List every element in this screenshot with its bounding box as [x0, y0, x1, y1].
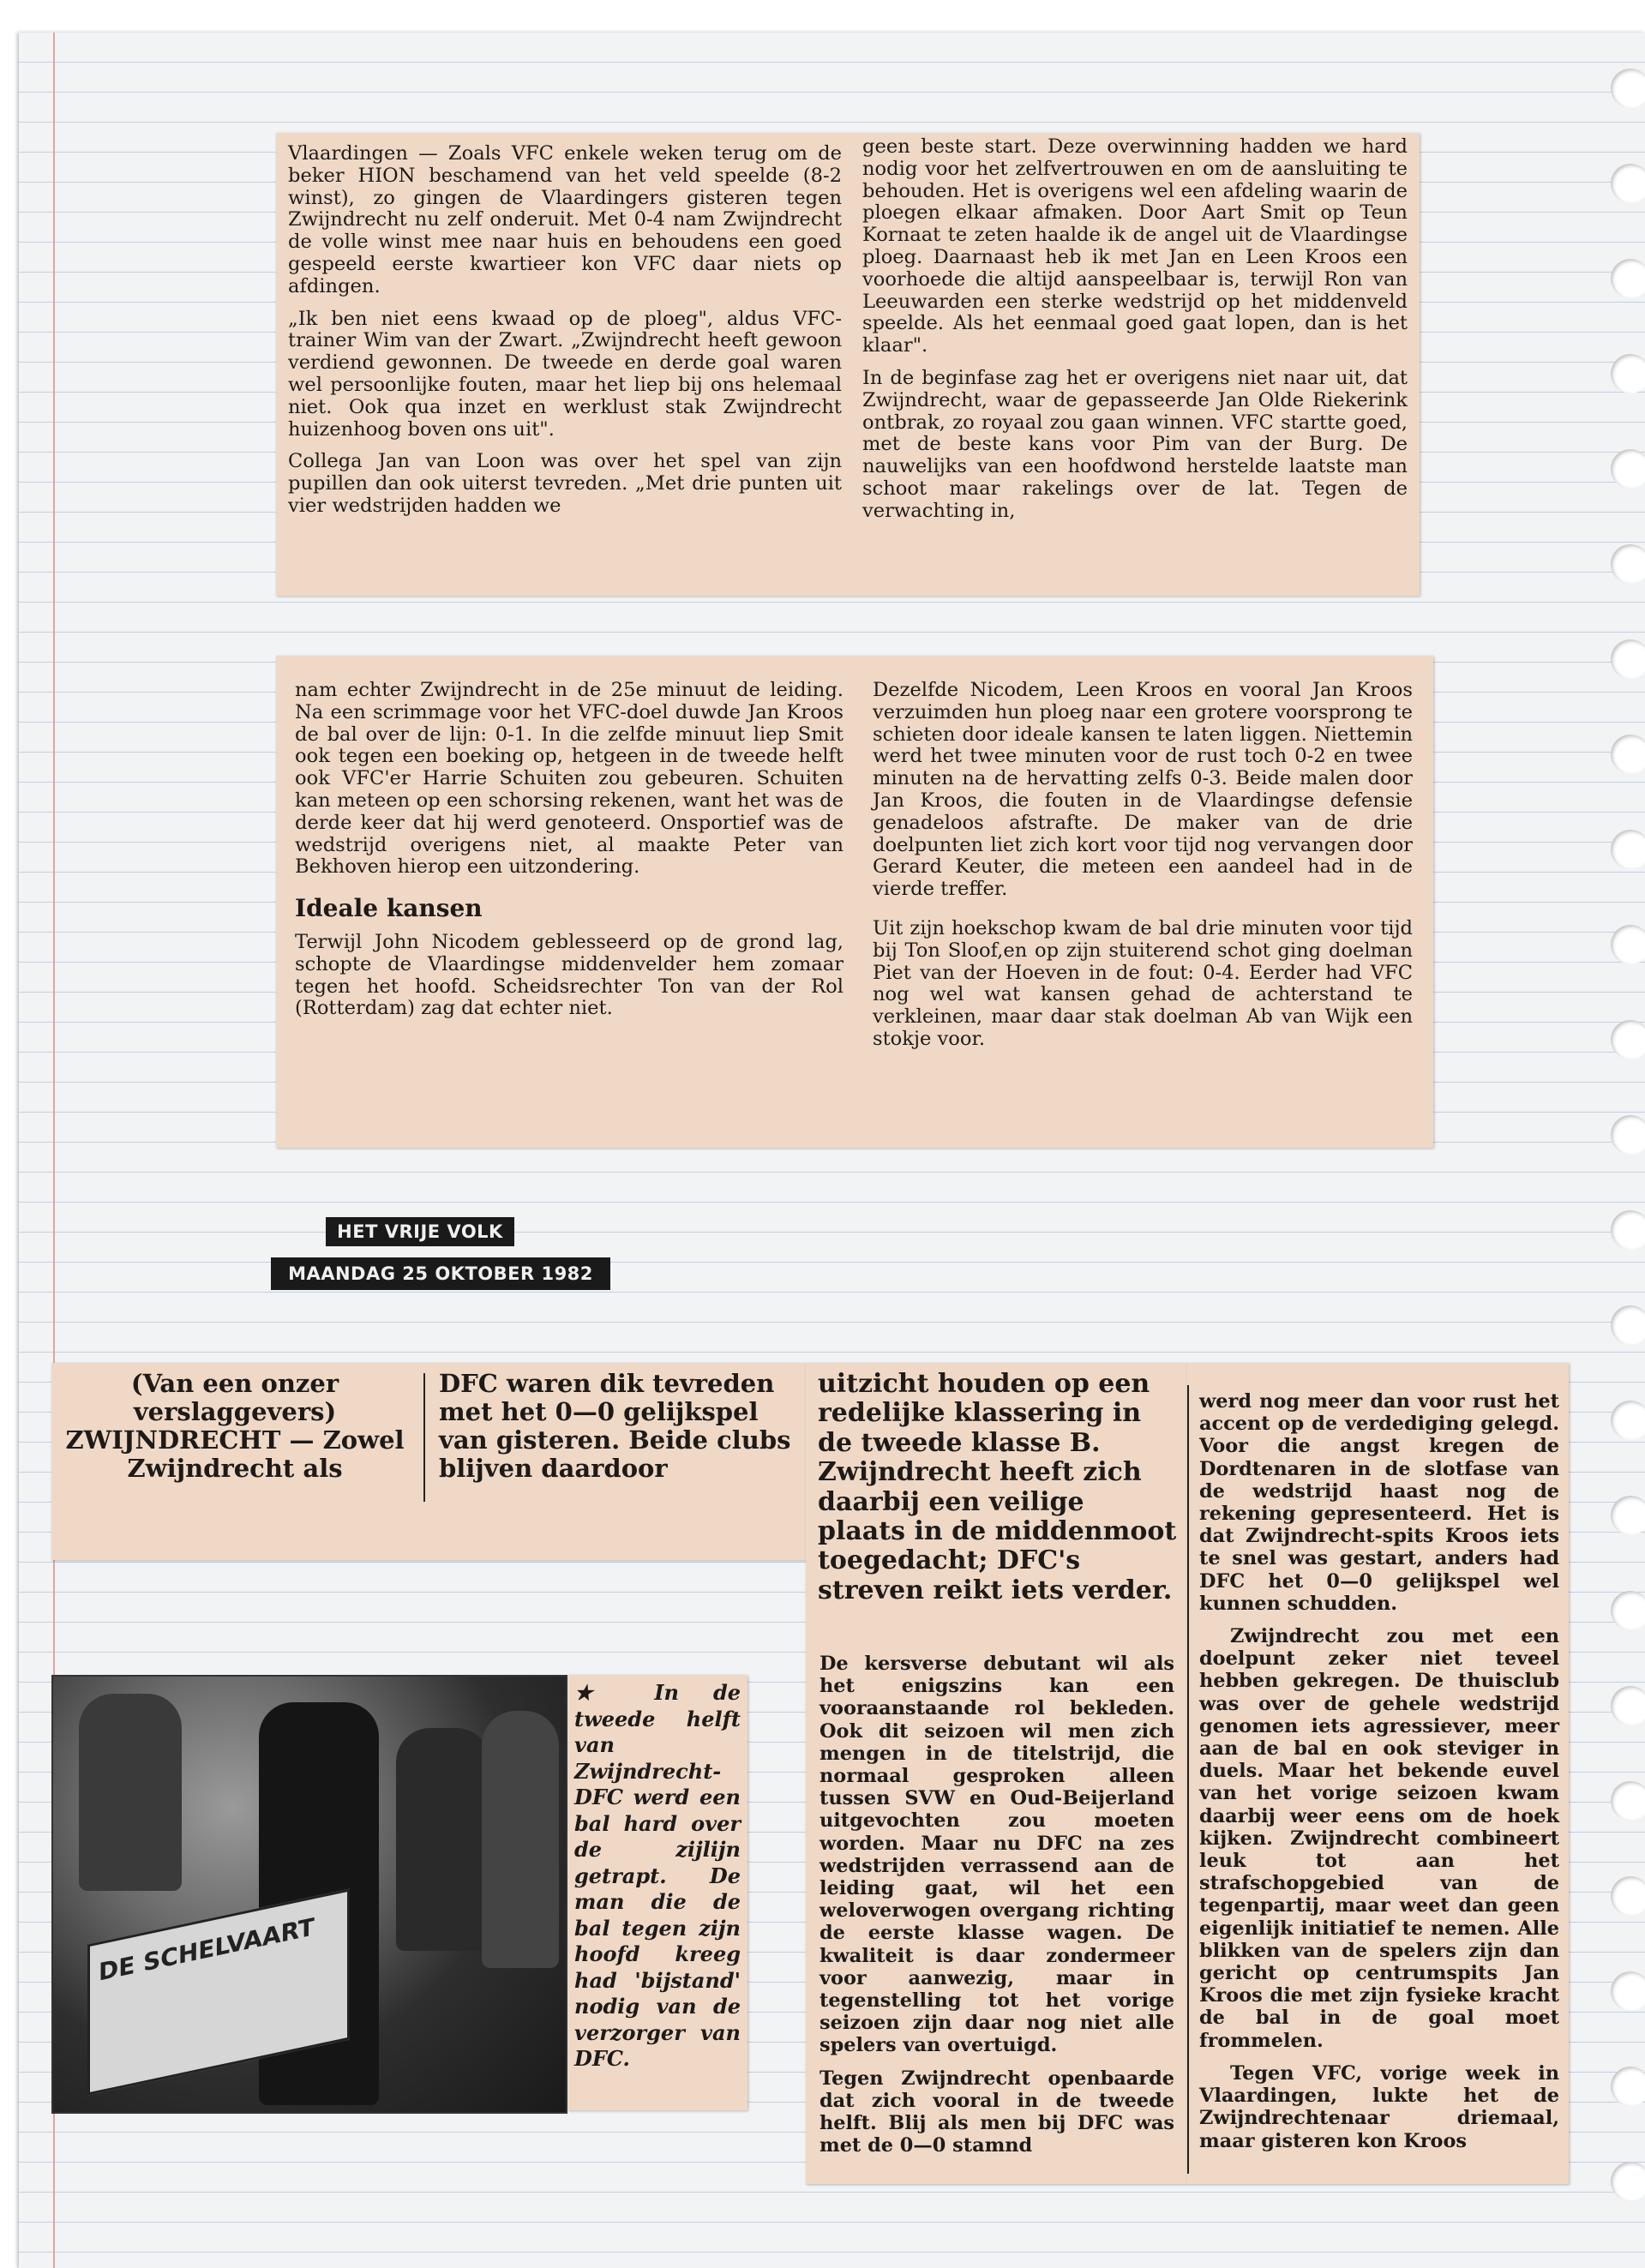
article-paragraph: Vlaardingen — Zoals VFC enkele weken terug om de beker HION beschamend van het veld speelde (8-2 winst), zo gingen de Vlaardingers gisteren tegen Zwijndrecht nu zelf onderuit. Met 0-4 nam Zwijndrecht de volle winst mee naar huis en behoudens een goed gespeeld eerste kwartieer kon VFC daar niets op afdingen. — [288, 142, 842, 297]
article-paragraph: Collega Jan van Loon was over het spel van zijn pupillen dan ook uiterst tevreden. „Met drie punten uit vier wedstrijden hadden we — [288, 450, 842, 517]
newspaper-name: HET VRIJE VOLK — [337, 1221, 503, 1242]
punch-hole — [1611, 925, 1645, 964]
article-column-1 — [288, 143, 842, 528]
article-paragraph: Tegen Zwijndrecht openbaarde dat zich vooral in de tweede helft. Blij als men bij DFC was met de 0—0 stamnd — [819, 2067, 1174, 2157]
intro-text: (Van een onzer verslaggevers) ZWIJNDRECHT — Zowel Zwijndrecht als — [65, 1369, 405, 1483]
article-column-2 — [873, 680, 1413, 1061]
article-paragraph: werd nog meer dan voor rust het accent op de verdediging gelegd. Voor die angst kregen de Dordtenaren in de slotfase van de wedstrijd haast nog de rekening gepresenteerd. Het is dat Zwijndrecht-spits Kroos iets te snel was gestart, anders had DFC het 0—0 gelijkspel wel kunnen schudden. — [1199, 1390, 1559, 1615]
board-text: DE SCHELVAART — [99, 1912, 315, 1987]
caption-text: ★ In de tweede helft van Zwijndrecht-DFC werd een bal hard over de zijlijn getrapt. De man die de bal tegen zijn hoofd kreeg had 'bijstand' nodig van de verzorger van DFC. — [574, 1680, 741, 2071]
article-column-1 — [55, 1370, 415, 1483]
punch-hole — [1611, 1401, 1645, 1440]
newspaper-clipping-3-column-4 — [1187, 1363, 1569, 2184]
punch-hole — [1611, 544, 1645, 584]
photo-figure — [482, 1711, 559, 1968]
punch-hole — [1611, 354, 1645, 393]
newspaper-masthead — [326, 1217, 514, 1246]
punch-hole — [1611, 2162, 1645, 2201]
column-divider — [1187, 1385, 1189, 2174]
photo-figure — [396, 1728, 490, 1951]
punch-hole — [1611, 735, 1645, 774]
article-paragraph: nam echter Zwijndrecht in de 25e minuut de leiding. Na een scrimmage voor het VFC-doel duwde Jan Kroos de bal over de lijn: 0-1. In die zelfde minuut liep Smit ook tegen een boeking op, hetgeen in de tweede helft ook VFC'er Harrie Schuiten zou gebeuren. Schuiten kan meteen op een schorsing rekenen, want het was de derde keer dat hij werd genoteerd. Onsportief was de wedstrijd overigens niet, al maakte Peter van Bekhoven hierop een uitzondering. — [295, 679, 844, 879]
photo-caption — [567, 1675, 747, 2110]
punch-hole — [1611, 1210, 1645, 1250]
article-column-2 — [439, 1370, 795, 1483]
newspaper-clipping-1 — [276, 133, 1420, 596]
newspaper-date — [271, 1257, 610, 1290]
intro-text: DFC waren dik tevreden met het 0—0 gelijkspel van gisteren. Beide clubs blijven daardoor — [439, 1369, 791, 1483]
article-paragraph: „Ik ben niet eens kwaad op de ploeg", aldus VFC-trainer Wim van der Zwart. „Zwijndrecht heeft gewoon verdiend gewonnen. De tweede en derde goal waren wel persoonlijke fouten, maar het liep bij ons helemaal niet. Ook qua inzet en werklust stak Zwijndrecht huizenhoog boven ons uit". — [288, 307, 842, 441]
article-paragraph: Tegen VFC, vorige week in Vlaardingen, lukte het de Zwijndrechtenaar driemaal, maar gisteren kon Kroos — [1199, 2061, 1559, 2152]
punch-hole — [1611, 259, 1645, 298]
punch-hole — [1611, 1876, 1645, 1916]
article-paragraph: Uit zijn hoekschop kwam de bal drie minuten voor tijd bij Ton Sloof,en op zijn stuiterend schot ging doelman Piet van der Hoeven in de fout: 0-4. Eerder had VFC nog wel wat kansen gehad de achterstand te verkleinen, maar daar stak doelman Ab van Wijk een stokje voor. — [873, 916, 1413, 1050]
punch-hole — [1611, 1496, 1645, 1535]
newspaper-clipping-2 — [276, 656, 1433, 1148]
punch-hole — [1611, 1305, 1645, 1345]
newspaper-clipping-3-column-3 — [806, 1363, 1187, 2184]
article-column-3 — [819, 1653, 1174, 2167]
date-label: MAANDAG 25 OKTOBER 1982 — [288, 1263, 593, 1284]
newspaper-clipping-3-header — [51, 1363, 806, 1560]
punch-hole — [1611, 1020, 1645, 1059]
article-paragraph: De kersverse debutant wil als het enigszins kan een vooraanstaande rol bekleden. Ook dit seizoen wil men zich mengen in de titelstrijd, die normaal gesproken alleen tussen SVW en Oud-Beijerland uitgevochten zou moeten worden. Maar nu DFC na zes wedstrijden verrassend aan de leiding gaat, wil het een weloverwogen overgang richting de eerste klasse wagen. De kwaliteit is daar zondermeer voor aanwezig, maar in tegenstelling tot het vorige seizoen zijn daar nog niet alle spelers van overtuigd. — [819, 1653, 1174, 2057]
punch-hole — [1611, 830, 1645, 869]
lead-text: uitzicht houden op een redelijke klassering in de tweede klasse B. Zwijndrecht heeft zich daarbij een veilige plaats in de middenmoot toegedacht; DFC's streven reikt iets verder. — [818, 1369, 1177, 1605]
article-column-4 — [1199, 1390, 1559, 2163]
punch-hole — [1611, 1115, 1645, 1155]
punch-hole — [1611, 164, 1645, 203]
punch-hole — [1611, 449, 1645, 489]
punch-hole — [1611, 1971, 1645, 2011]
article-column-1 — [295, 680, 844, 1030]
punch-hole — [1611, 69, 1645, 108]
punch-hole — [1611, 1591, 1645, 1630]
article-paragraph: geen beste start. Deze overwinning hadden we hard nodig voor het zelfvertrouwen en om de aansluiting te behouden. Het is overigens wel een afdeling waarin de ploegen elkaar afmaken. Door Aart Smit op Teun Kornaat te zeten haalde ik de angel uit de Vlaardingse ploeg. Daarnaast heb ik met Jan en Leen Kroos een voorhoede die altijd aanspeelbaar is, terwijl Ron van Leeuwarden een sterke wedstrijd op het middenveld speelde. Als het eenmaal goed gaat lopen, dan is het klaar". — [862, 135, 1408, 357]
punch-hole — [1611, 639, 1645, 679]
article-paragraph: Terwijl John Nicodem geblesseerd op de grond lag, schopte de Vlaardingse middenvelder hem zomaar tegen het hoofd. Scheidsrechter Ton van der Rol (Rotterdam) zag dat echter niet. — [295, 930, 844, 1020]
article-paragraph: Zwijndrecht zou met een doelpunt zeker niet teveel hebben gekregen. De thuisclub was over de gehele wedstrijd genomen iets agressiever, meer aan de bal en ook steviger in duels. Maar het bekende euvel van het vorige seizoen kwam daarbij weer eens om de hoek kijken. Zwijndrecht combineert leuk tot aan het strafschopgebied van de tegenpartij, maar weet dan geen eigenlijk initiatief te nemen. Alle blikken van de spelers zijn dan gericht op centrumspits Jan Kroos die met zijn fysieke kracht de bal in de goal moet frommelen. — [1199, 1625, 1559, 2052]
punch-hole — [1611, 1686, 1645, 1725]
punch-hole — [1611, 1781, 1645, 1821]
news-photo — [51, 1675, 567, 2114]
subheading: Ideale kansen — [295, 894, 483, 923]
photo-figure — [79, 1694, 182, 1891]
punch-hole — [1611, 2067, 1645, 2106]
column-divider — [423, 1373, 425, 1502]
article-paragraph: Dezelfde Nicodem, Leen Kroos en vooral Jan Kroos verzuimden hun ploeg naar een grotere voorsprong te schieten door ideale kansen te laten liggen. Niettemin werd het twee minuten voor de rust toch 0-2 en twee minuten na de hervatting zelfs 0-3. Beide malen door Jan Kroos, die fouten in de Vlaardingse defensie genadeloos afstrafte. De maker van de drie doelpunten liet zich kort voor tijd nog vervangen door Gerard Keuter, die meteen een aandeel had in de vierde treffer. — [873, 679, 1413, 901]
article-paragraph: In de beginfase zag het er overigens niet naar uit, dat Zwijndrecht, waar de gepasseerde Jan Olde Riekerink ontbrak, zo royaal zou gaan winnen. VFC startte goed, met de beste kans voor Pim van der Burg. De nauwelijks van een hoofdwond herstelde laatste man schoot maar rakelings over de lat. Tegen de verwachting in, — [862, 366, 1408, 522]
lead-paragraph — [818, 1370, 1178, 1605]
article-column-2 — [862, 136, 1408, 533]
